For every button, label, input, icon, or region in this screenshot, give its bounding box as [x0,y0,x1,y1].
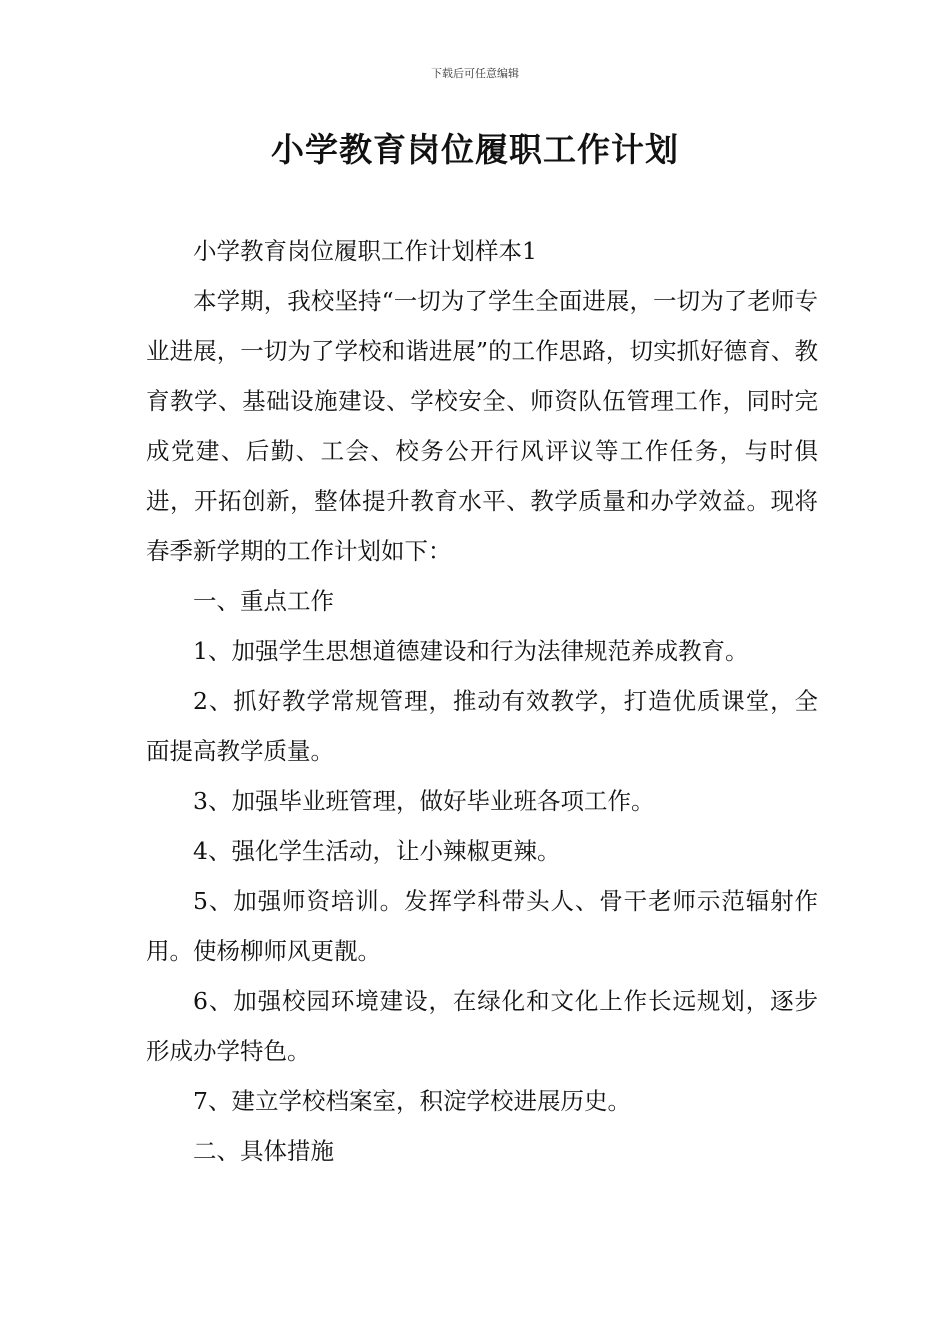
section-heading-key-work: 一、重点工作 [193,587,334,615]
list-item: 3、加强毕业班管理，做好毕业班各项工作。 [193,787,655,815]
page-header-note: 下载后可任意编辑 [431,67,519,80]
document-title: 小学教育岗位履职工作计划 [271,130,679,169]
section-heading-measures: 二、具体措施 [193,1137,334,1165]
list-item: 6、加强校园环境建设，在绿化和文化上作长远规划，逐步形成办学特色。 [146,987,818,1065]
list-item: 2、抓好教学常规管理，推动有效教学，打造优质课堂，全面提高教学质量。 [146,687,818,765]
list-item: 1、加强学生思想道德建设和行为法律规范养成教育。 [193,637,749,665]
list-item: 5、加强师资培训。发挥学科带头人、骨干老师示范辐射作用。使杨柳师风更靓。 [146,887,818,965]
document-body [146,226,818,1176]
list-item: 7、建立学校档案室，积淀学校进展历史。 [193,1087,631,1115]
sample-heading: 小学教育岗位履职工作计划样本1 [193,237,537,265]
intro-paragraph: 本学期，我校坚持“一切为了学生全面进展，一切为了老师专业进展，一切为了学校和谐进展”的工作思路，切实抓好德育、教育教学、基础设施建设、学校安全、师资队伍管理工作，同时完成党建、后勤、工会、校务公开行风评议等工作任务，与时俱进，开拓创新，整体提升教育水平、教学质量和办学效益。现将春季新学期的工作计划如下： [146,287,818,565]
list-item: 4、强化学生活动，让小辣椒更辣。 [193,837,561,865]
